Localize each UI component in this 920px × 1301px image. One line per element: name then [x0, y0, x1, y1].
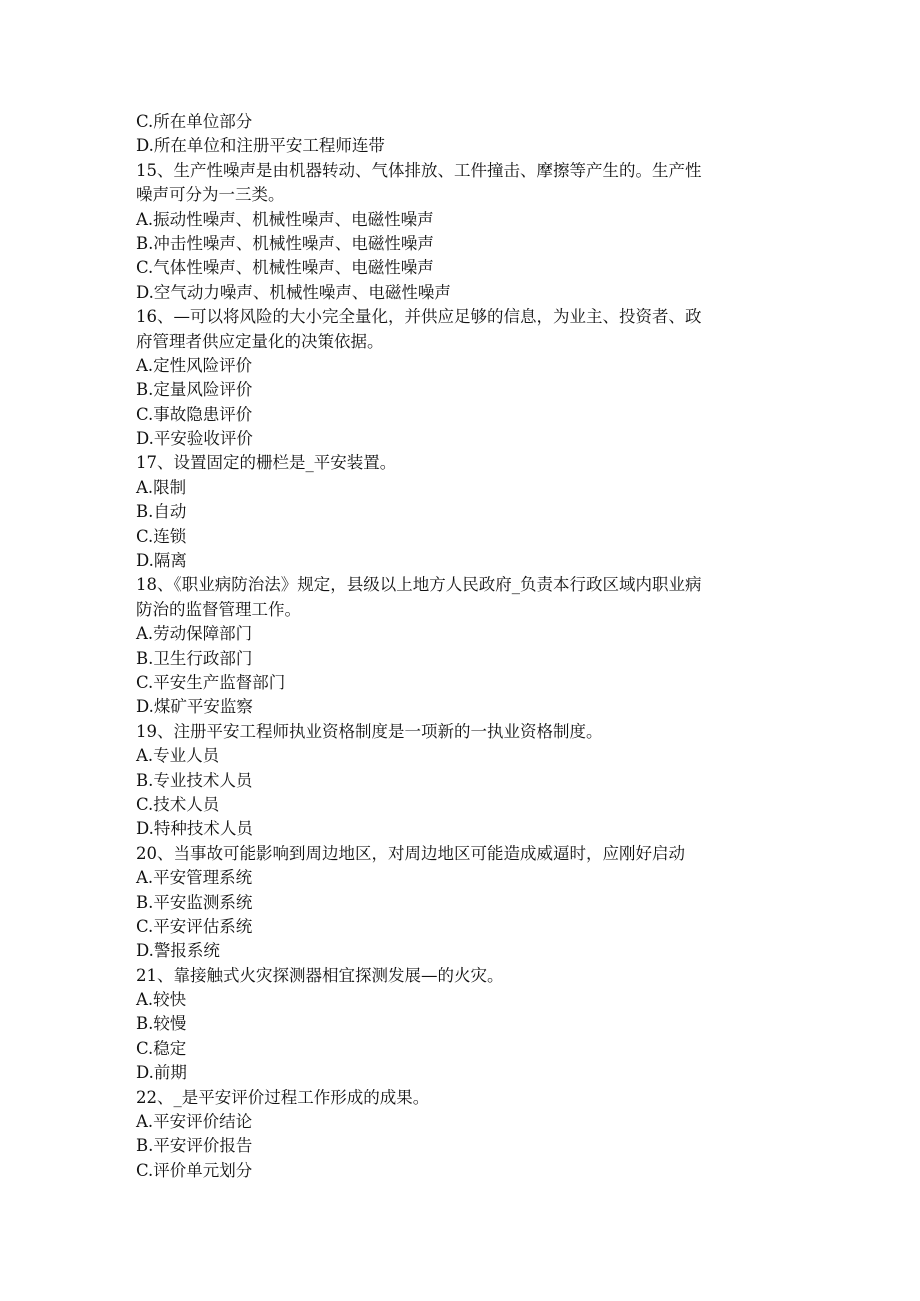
option-line: C.技术人员	[136, 794, 220, 814]
question-line: 17、设置固定的栅栏是_平安装置。	[136, 453, 397, 473]
option-line: D.警报系统	[136, 941, 220, 961]
question-line: 21、靠接触式火灾探测器相宜探测发展—的火灾。	[136, 965, 504, 985]
option-line: C.连锁	[136, 526, 187, 546]
option-line: D.隔离	[136, 551, 187, 571]
question-line: 18、《职业病防治法》规定，县级以上地方人民政府_负责本行政区域内职业病	[136, 575, 702, 595]
option-line: D.空气动力噪声、机械性噪声、电磁性噪声	[136, 282, 451, 302]
option-line: B.卫生行政部门	[136, 648, 253, 668]
option-line: A.较快	[136, 990, 187, 1010]
question-line: 噪声可分为一三类。	[136, 185, 285, 205]
option-line: D.所在单位和注册平安工程师连带	[136, 136, 385, 156]
option-line: C.所在单位部分	[136, 112, 253, 131]
option-line: A.劳动保障部门	[136, 624, 253, 644]
option-line: C.气体性噪声、机械性噪声、电磁性噪声	[136, 258, 434, 278]
option-line: A.平安管理系统	[136, 868, 253, 888]
question-line: 20、当事故可能影响到周边地区，对周边地区可能造成威逼时，应刚好启动	[136, 843, 685, 863]
option-line: C.平安评估系统	[136, 916, 253, 936]
option-line: A.平安评价结论	[136, 1112, 253, 1132]
option-line: A.专业人员	[136, 746, 220, 766]
question-line: 19、注册平安工程师执业资格制度是一项新的一执业资格制度。	[136, 721, 603, 741]
question-line: 15、生产性噪声是由机器转动、气体排放、工件撞击、摩擦等产生的。生产性	[136, 160, 702, 180]
question-line: 16、—可以将风险的大小完全量化，并供应足够的信息，为业主、投资者、政	[136, 307, 702, 327]
document-body	[136, 110, 796, 1183]
option-line: C.评价单元划分	[136, 1160, 253, 1180]
option-line: B.较慢	[136, 1014, 187, 1034]
option-line: B.自动	[136, 502, 187, 522]
option-line: B.平安评价报告	[136, 1136, 253, 1156]
option-line: A.限制	[136, 477, 187, 497]
option-line: C.稳定	[136, 1038, 187, 1058]
option-line: B.专业技术人员	[136, 770, 253, 790]
option-line: B.定量风险评价	[136, 380, 253, 400]
question-line: 府管理者供应定量化的决策依据。	[136, 331, 384, 351]
option-line: C.平安生产监督部门	[136, 672, 286, 692]
option-line: A.定性风险评价	[136, 355, 253, 375]
option-line: B.冲击性噪声、机械性噪声、电磁性噪声	[136, 233, 434, 253]
option-line: D.前期	[136, 1063, 187, 1083]
option-line: C.事故隐患评价	[136, 404, 253, 424]
question-line: 22、_是平安评价过程工作形成的成果。	[136, 1087, 430, 1107]
option-line: D.煤矿平安监察	[136, 697, 253, 717]
option-line: D.特种技术人员	[136, 819, 253, 839]
question-line: 防治的监督管理工作。	[136, 599, 301, 619]
option-line: A.振动性噪声、机械性噪声、电磁性噪声	[136, 209, 434, 229]
option-line: D.平安验收评价	[136, 429, 253, 449]
option-line: B.平安监测系统	[136, 892, 253, 912]
